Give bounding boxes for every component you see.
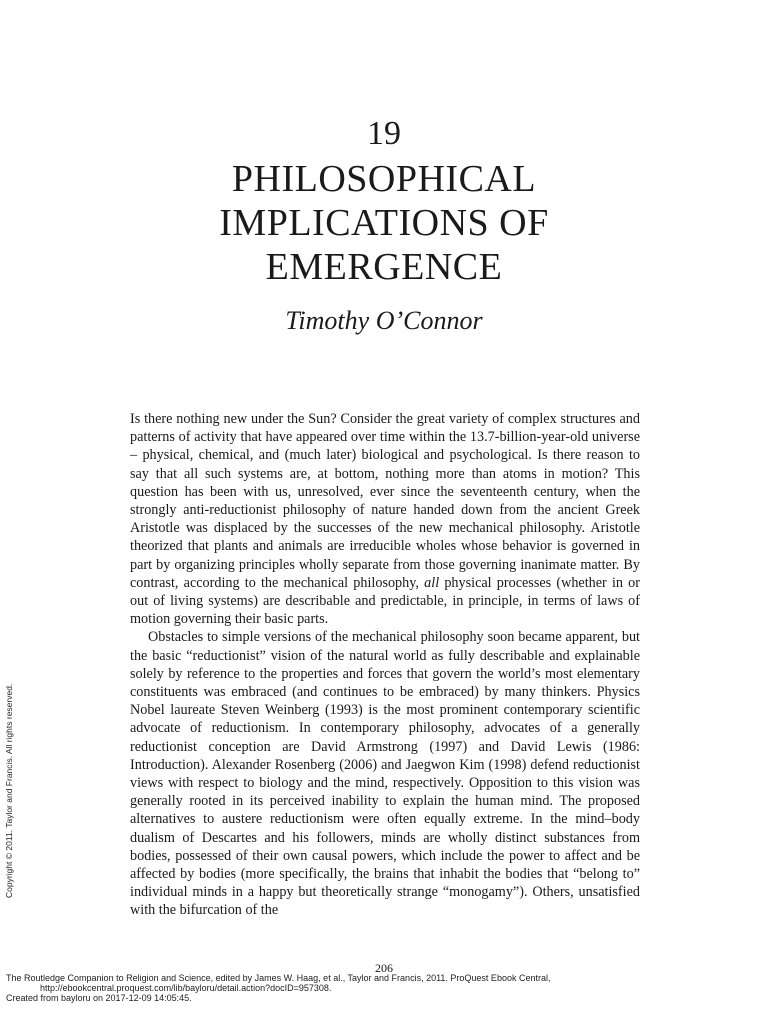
- footer-link[interactable]: http://ebookcentral.proquest.com/lib/bayloru/detail.action?docID=957308.: [40, 983, 332, 993]
- chapter-title: [0, 157, 768, 289]
- chapter-title-line-2: IMPLICATIONS OF: [219, 202, 549, 244]
- footer-line-1: The Routledge Companion to Religion and Science, edited by James W. Haag, et al., Taylor and Francis, 2011. ProQuest Ebook Central,: [6, 973, 551, 983]
- paragraph-1-text-b: physical processes (whether in or out of living systems) are describable and predictable, in principle, in terms of laws of motion governing their basic parts.: [130, 574, 640, 628]
- page-number: 206: [375, 961, 393, 975]
- chapter-title-line-1: PHILOSOPHICAL: [231, 158, 537, 200]
- author-name: Timothy O’Connor: [285, 306, 483, 335]
- chapter-title-line-3: EMERGENCE: [265, 246, 503, 288]
- chapter-number: 19: [367, 115, 401, 152]
- footer-line-3: Created from bayloru on 2017-12-09 14:05:45.: [6, 993, 192, 1003]
- paragraph-2: Obstacles to simple versions of the mechanical philosophy soon became apparent, but the basic “reductionist” vision of the natural world as fully describable and explainable solely by reference to the properties and forces that govern the world’s most elementary constituents was embraced (and continues to be embraced) by many thinkers. Physics Nobel laureate Steven Weinberg (1993) is the most prominent contemporary scientific advocate of reductionism. In contemporary philosophy, advocates of a generally reductionist conception are David Armstrong (1997) and David Lewis (1986: Introduction). Alexander Rosenberg (2006) and Jaegwon Kim (1998) defend reductionist views with respect to biology and the mind, respectively. Opposition to this vision was generally rooted in its perceived inability to explain the human mind. The proposed alternatives to austere reductionism were often equally extreme. In the mind–body dualism of Descartes and his followers, minds are wholly distinct substances from bodies, possessed of their own causal powers, which include the power to affect and be affected by bodies (more specifically, the brains that inhabit the bodies that “belong to” individual minds in a happy but theoretically strange “monogamy”). Others, unsatisfied with the bifurcation of the: [130, 629, 640, 919]
- paragraph-1: [130, 410, 640, 628]
- body-text: [130, 410, 640, 920]
- paragraph-1-text-a: Is there nothing new under the Sun? Consider the great variety of complex structures and patterns of activity that have appeared over time within the 13.7-billion-year-old universe – physical, chemical, and (much later) biological and psychological. Is there reason to say that all such systems are, at bottom, nothing more than atoms in motion? This question has been with us, unresolved, ever since the seventeenth century, when the strongly anti-reductionist philosophy of nature handed down from the ancient Greek Aristotle was displaced by the successes of the new mechanical philosophy. Aristotle theorized that plants and animals are irreducible wholes whose behavior is governed in part by organizing principles wholly separate from those governing inanimate matter. By contrast, according to the mechanical philosophy,: [130, 411, 640, 591]
- footer-citation: [6, 973, 550, 1003]
- side-copyright-notice: Copyright © 2011. Taylor and Francis. All rights reserved.: [4, 683, 14, 898]
- emphasis-all: all: [424, 574, 440, 591]
